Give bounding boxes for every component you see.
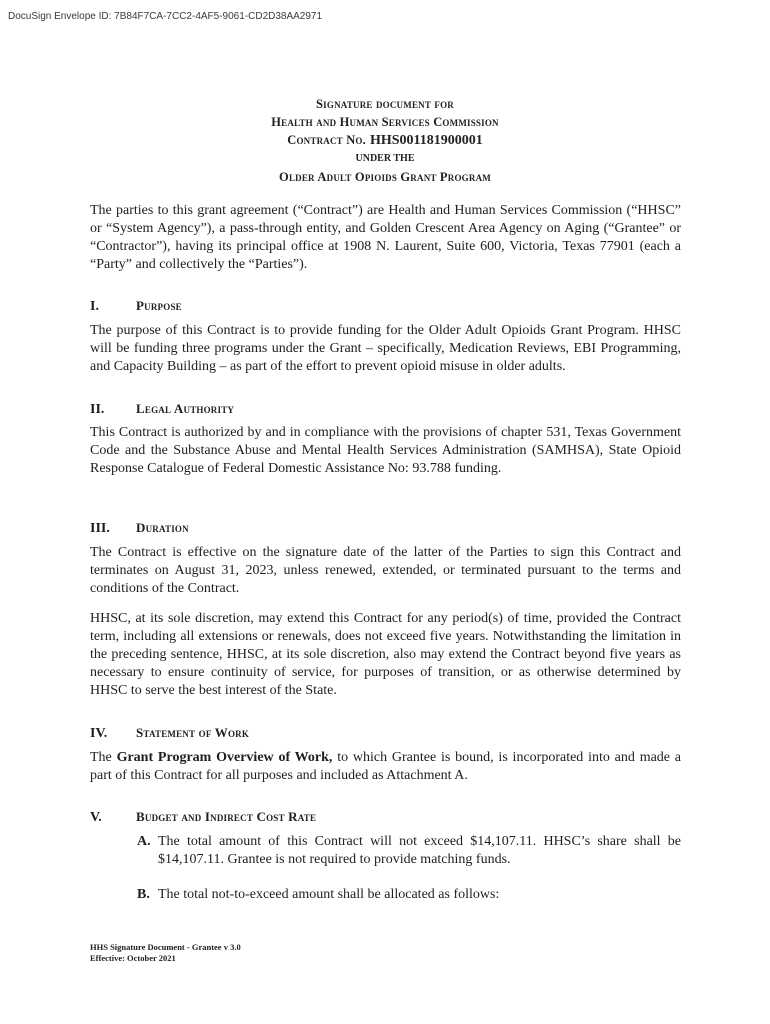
intro-paragraph: The parties to this grant agreement (“Contract”) are Health and Human Services Commission (“HHSC” or “System Agency”), a pass-through entity, and Golden Crescent Area Agency on Aging (“Grantee” or “Contractor”), having its principal office at 1908 N. Laurent, Suite 600, Victoria, Texas 77901 (each a “Party” and collectively the “Parties”). [90, 203, 681, 272]
section-number: V. [90, 810, 102, 825]
section-number: II. [90, 402, 105, 417]
item-letter: B. [137, 887, 150, 902]
statement-of-work-paragraph [90, 749, 681, 785]
sow-text-pre: The [90, 750, 117, 765]
budget-item-a [137, 833, 681, 869]
duration-paragraph-1: The Contract is effective on the signature date of the latter of the Parties to sign this Contract and terminates on August 31, 2023, unless renewed, extended, or terminated pursuant to the terms and conditions of the Contract. [90, 545, 681, 596]
section-heading-legal-authority [90, 401, 681, 418]
section-title: Legal Authority [136, 401, 235, 416]
sow-text-bold: Grant Program Overview of Work, [116, 750, 333, 765]
section-number: IV. [90, 726, 108, 741]
budget-item-b [137, 886, 681, 904]
page-footer [90, 942, 241, 964]
contract-number: HHS001181900001 [369, 133, 483, 148]
footer-effective-date: Effective: October 2021 [90, 953, 176, 963]
document-title [0, 95, 770, 186]
duration-paragraph-2: HHSC, at its sole discretion, may extend this Contract for any period(s) of time, provided the Contract term, including all extensions or renewals, does not exceed five years. Notwithstanding the limitation in the preceding sentence, HHSC, at its sole discretion, also may extend the Contract beyond five years as necessary to ensure continuity of service, for purposes of transition, or as otherwise determined by HHSC to serve the best interest of the State. [90, 611, 681, 698]
title-line-2: Health and Human Services Commission [271, 115, 499, 129]
section-title: Purpose [136, 298, 182, 313]
contract-no-label: Contract No. [287, 133, 366, 147]
title-line-5: Older Adult Opioids Grant Program [279, 170, 491, 184]
section-heading-statement-of-work [90, 725, 681, 742]
section-title: Budget and Indirect Cost Rate [136, 809, 317, 824]
footer-version: HHS Signature Document - Grantee v 3.0 [90, 942, 241, 952]
sow-text-post: to which Grantee is bound, is incorporated into and made a part of this Contract for all purposes and included as Attachment A. [90, 750, 682, 783]
title-line-3 [0, 131, 770, 150]
section-title: Duration [136, 520, 189, 535]
section-heading-purpose [90, 298, 681, 315]
item-text: The total amount of this Contract will not exceed $14,107.11. HHSC’s share shall be $14,107.11. Grantee is not required to provide matching funds. [158, 834, 681, 867]
section-number: III. [90, 521, 110, 536]
legal-authority-paragraph: This Contract is authorized by and in compliance with the provisions of chapter 531, Texas Government Code and the Substance Abuse and Mental Health Services Administration (SAMHSA), State Opioid Response Catalogue of Federal Domestic Assistance No: 93.788 funding. [90, 425, 681, 476]
purpose-paragraph: The purpose of this Contract is to provide funding for the Older Adult Opioids Grant Program. HHSC will be funding three programs under the Grant – specifically, Medication Reviews, EBI Programming, and Capacity Building – as part of the effort to prevent opioid misuse in older adults. [90, 323, 681, 374]
section-heading-duration [90, 520, 681, 537]
docusign-envelope-id: DocuSign Envelope ID: 7B84F7CA-7CC2-4AF5-9061-CD2D38AA2971 [8, 11, 323, 22]
title-line-1: Signature document for [316, 97, 454, 111]
item-letter: A. [137, 834, 151, 849]
section-title: Statement of Work [136, 725, 250, 740]
title-line-4: UNDER THE [355, 153, 415, 164]
item-text: The total not-to-exceed amount shall be allocated as follows: [158, 887, 500, 902]
section-number: I. [90, 299, 99, 314]
section-heading-budget [90, 809, 681, 826]
